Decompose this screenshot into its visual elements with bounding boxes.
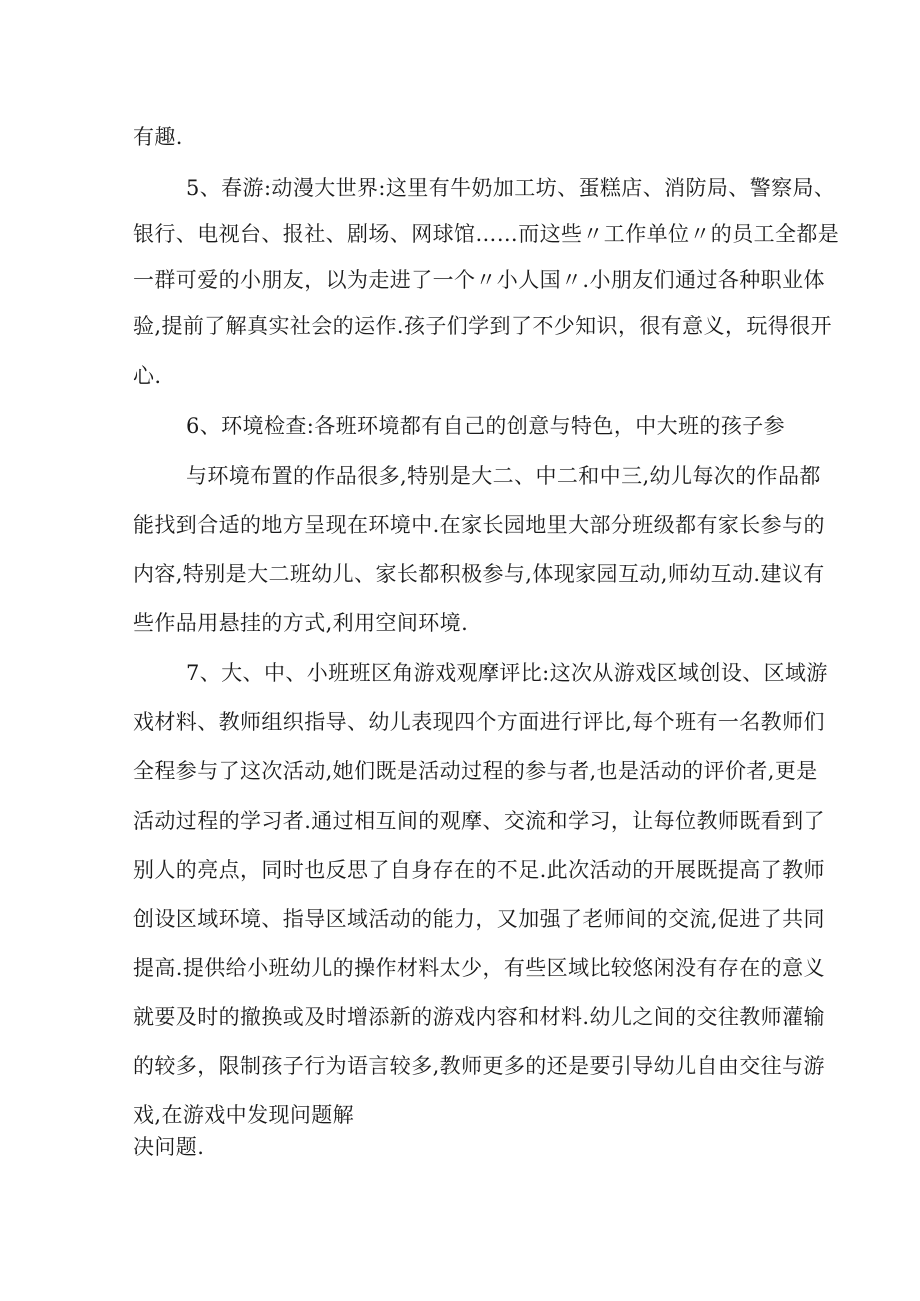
- paragraph-6-line-2: 与环境布置的作品很多,特别是大二、中二和中三,幼儿每次的作品都: [186, 464, 821, 488]
- paragraph-5-line-4: 验,提前了解真实社会的运作.孩子们学到了不少知识，很有意义，玩得很开: [133, 314, 832, 338]
- paragraph-7-line-1: 7、大、中、小班班区角游戏观摩评比:这次从游戏区域创设、区域游: [186, 661, 828, 685]
- paragraph-5-line-1: 5、春游:动漫大世界:这里有牛奶加工坊、蛋糕店、消防局、警察局、: [186, 176, 836, 200]
- paragraph-5-line-2: 银行、电视台、报社、剧场、网球馆……而这些〃工作单位〃的员工全都是: [133, 222, 840, 246]
- paragraph-7-line-8: 就要及时的撤换或及时增添新的游戏内容和材料.幼儿之间的交往教师灌输: [133, 1005, 825, 1029]
- paragraph-6-line-4: 内容,特别是大二班幼儿、家长都积极参与,体现家园互动,师幼互动.建议有: [133, 562, 825, 586]
- paragraph-7-line-5: 别人的亮点，同时也反思了自身存在的不足.此次活动的开展既提高了教师: [133, 858, 825, 882]
- paragraph-7-line-9: 的较多，限制孩子行为语言较多,教师更多的还是要引导幼儿自由交往与游: [133, 1054, 825, 1078]
- paragraph-6-line-5: 些作品用悬挂的方式,利用空间环境.: [133, 611, 469, 635]
- paragraph-6-line-3: 能找到合适的地方呈现在环境中.在家长园地里大部分班级都有家长参与的: [133, 513, 825, 537]
- paragraph-7-line-2: 戏材料、教师组织指导、幼儿表现四个方面进行评比,每个班有一名教师们: [133, 710, 825, 734]
- paragraph-5-line-3: 一群可爱的小朋友，以为走进了一个〃小人国〃.小朋友们通过各种职业体: [133, 268, 825, 292]
- paragraph-6-line-1: 6、环境检查:各班环境都有自己的创意与特色，中大班的孩子参: [186, 414, 786, 438]
- text-line-1: 有趣.: [133, 125, 183, 149]
- paragraph-7-line-4: 活动过程的学习者.通过相互间的观摩、交流和学习，让每位教师既看到了: [133, 809, 825, 833]
- paragraph-7-line-6: 创设区域环境、指导区域活动的能力，又加强了老师间的交流,促进了共同: [133, 907, 825, 931]
- paragraph-5-line-5: 心.: [133, 364, 162, 388]
- paragraph-7-line-11: 决问题.: [133, 1135, 205, 1159]
- paragraph-7-line-7: 提高.提供给小班幼儿的操作材料太少，有些区域比较悠闲没有存在的意义: [133, 956, 825, 980]
- paragraph-7-line-3: 全程参与了这次活动,她们既是活动过程的参与者,也是活动的评价者,更是: [133, 759, 818, 783]
- paragraph-7-line-10: 戏,在游戏中发现问题解: [133, 1103, 355, 1127]
